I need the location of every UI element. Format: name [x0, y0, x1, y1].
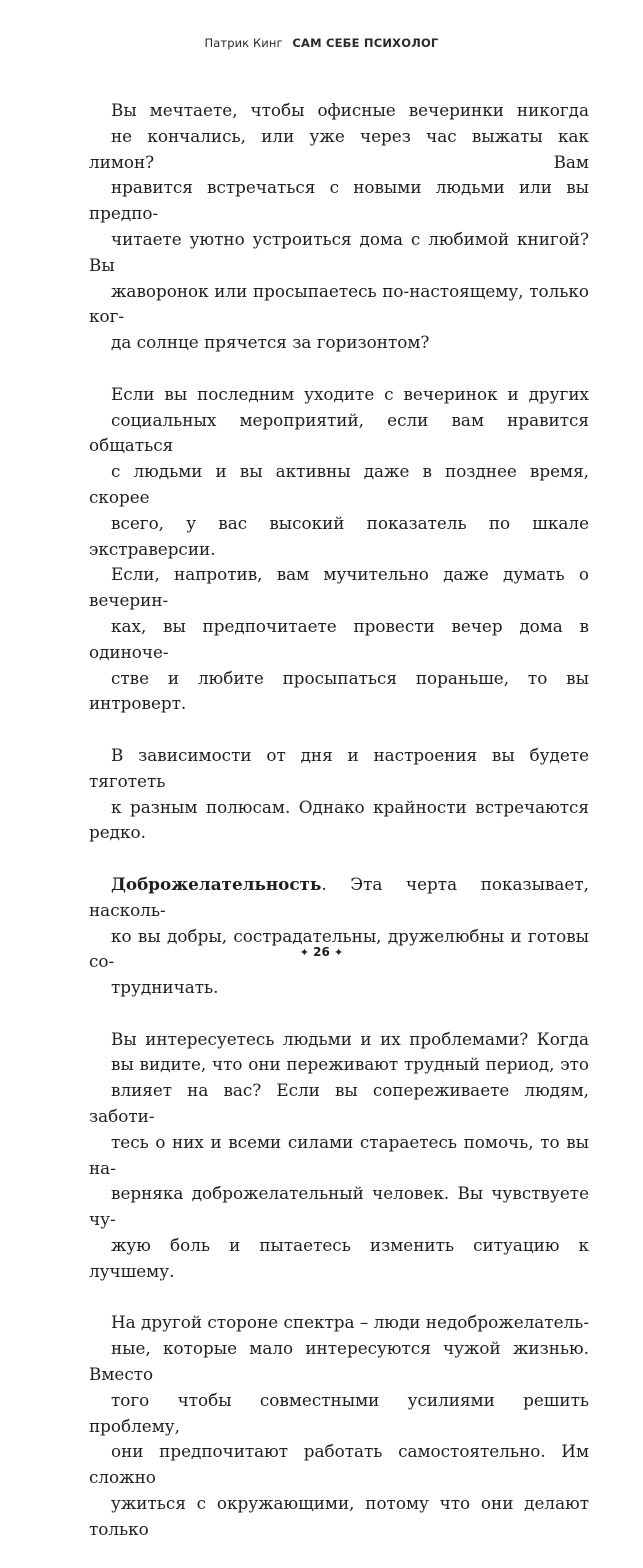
text-line: к разным полюсам. Однако крайности встречаются редко. [89, 796, 589, 843]
text-line: ужиться с окружающими, потому что они делают только [89, 1493, 589, 1539]
text-line: всего, у вас высокий показатель по шкале экстраверсии. [89, 512, 589, 559]
text-line: влияет на вас? Если вы сопереживаете людям, заботи- [89, 1080, 589, 1127]
body-text [89, 98, 589, 1568]
paragraph-4 [89, 872, 589, 1001]
text-line: ках, вы предпочитаете провести вечер дома в одиноче- [89, 615, 589, 662]
text-line: Вы интересуетесь людьми и их проблемами? Когда [111, 1028, 589, 1049]
paragraph-3 [89, 743, 589, 846]
text-line: того чтобы совместными усилиями решить проблему, [89, 1389, 589, 1436]
text-line: не кончались, или уже через час выжаты как лимон? Вам [89, 125, 589, 172]
text-line: трудничать. [111, 977, 219, 998]
text-line: Если вы последним уходите с вечеринок и других [111, 383, 589, 404]
text-line: ко вы добры, сострадательны, дружелюбны и готовы со- [89, 925, 589, 972]
page-number-footer [0, 945, 643, 959]
text-line: нравится встречаться с новыми людьми или вы предпо- [89, 177, 589, 224]
paragraph-5 [89, 1027, 589, 1285]
text-line: тесь о них и всеми силами стараетесь помочь, то вы на- [89, 1131, 589, 1178]
paragraph-6 [89, 1310, 589, 1542]
text-line: они предпочитают работать самостоятельно. Им сложно [89, 1441, 589, 1488]
header-author: Патрик Кинг [204, 36, 283, 50]
paragraph-1 [89, 98, 589, 356]
text-line: с людьми и вы активны даже в позднее время, скорее [89, 461, 589, 507]
text-line: вы видите, что они переживают трудный период, это [111, 1054, 589, 1075]
header-book-title: САМ СЕБЕ ПСИХОЛОГ [292, 36, 439, 50]
page-number: 26 [313, 945, 330, 959]
text-line: верняка доброжелательный человек. Вы чувствуете чу- [89, 1183, 589, 1230]
text-line: ные, которые мало интересуются чужой жизнью. Вместо [89, 1338, 589, 1385]
term-heading: Доброжелательность [111, 873, 322, 894]
text-line: На другой стороне спектра – люди недоброжелатель- [111, 1312, 589, 1333]
text-line: Если, напротив, вам мучительно даже думать о вечерин- [89, 564, 589, 611]
text-line: жаворонок или просыпаетесь по-настоящему, только ког- [89, 280, 589, 327]
text-line: социальных мероприятий, если вам нравится общаться [89, 409, 589, 456]
term-definition-start: . Эта черта показывает, насколь- [89, 873, 589, 920]
star-ornament-icon: ✦ [299, 946, 309, 959]
text-line: да солнце прячется за горизонтом? [111, 332, 430, 353]
text-line [89, 872, 589, 924]
text-line: жую боль и пытаетесь изменить ситуацию к лучшему. [89, 1235, 589, 1281]
paragraph-2 [89, 382, 589, 717]
text-line: В зависимости от дня и настроения вы будете тяготеть [89, 744, 589, 791]
text-line: читаете уютно устроиться дома с любимой книгой? Вы [89, 228, 589, 275]
text-line: Вы мечтаете, чтобы офисные вечеринки никогда [111, 100, 589, 120]
running-header [0, 36, 643, 50]
star-ornament-icon: ✦ [334, 946, 344, 959]
text-line: стве и любите просыпаться пораньше, то вы интроверт. [89, 667, 589, 714]
